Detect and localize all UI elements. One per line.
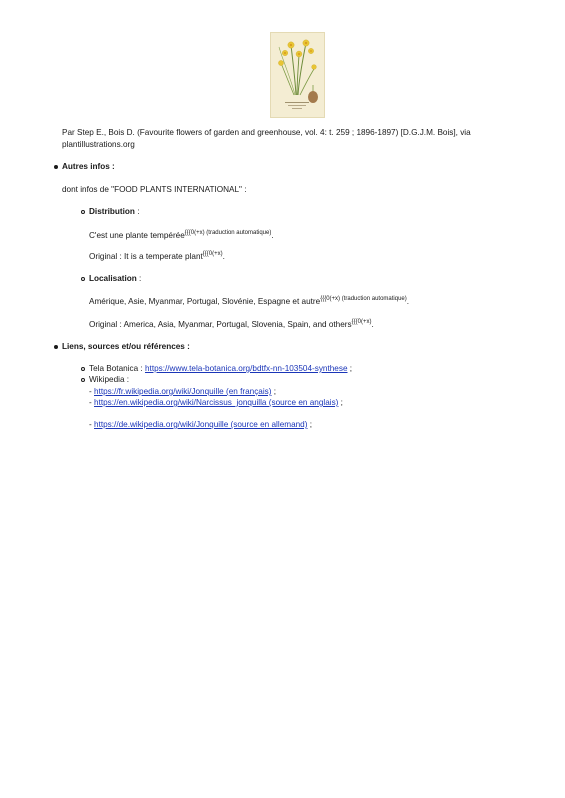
image-caption-line1: Par Step E., Bois D. (Favourite flowers of garden and greenhouse, vol. 4: t. 259 ; 1896-1897) [D.G.J.M. Bois], via [62, 128, 471, 137]
food-plants-intro: dont infos de "FOOD PLANTS INTERNATIONAL" : [62, 185, 247, 194]
distribution-en: Original : It is a temperate plant$^{\{\{\{0(+x)}$. [89, 251, 225, 261]
wiki-de-link[interactable]: https://de.wikipedia.org/wiki/Jonquille (source en allemand) [94, 420, 308, 429]
distribution-fr: C'est une plante tempérée$^{\{\{\{0(+x) (traduction automatique)}$. [89, 230, 274, 240]
wiki-fr-item: - https://fr.wikipedia.org/wiki/Jonquille (en français) ; [89, 387, 277, 396]
localisation-label: Localisation : [89, 274, 142, 283]
localisation-fr: Amérique, Asie, Myanmar, Portugal, Slovénie, Espagne et autre$^{\{\{\{0(+x) (traduction automatique)}$. [89, 296, 410, 306]
section-heading-liens: Liens, sources et/ou références : [62, 342, 190, 351]
wiki-en-link[interactable]: https://en.wikipedia.org/wiki/Narcissus_jonquilla (source en anglais) [94, 398, 339, 407]
distribution-label: Distribution : [89, 207, 140, 216]
bullet-circle [81, 277, 85, 281]
section-heading-autres-infos: Autres infos : [62, 162, 115, 171]
bullet-disc [54, 165, 58, 169]
wiki-en-item: - https://en.wikipedia.org/wiki/Narcissus_jonquilla (source en anglais) ; [89, 398, 343, 407]
image-caption-line2: plantillustrations.org [62, 140, 135, 149]
tela-botanica-item: Tela Botanica : https://www.tela-botanica.org/bdtfx-nn-103504-synthese ; [89, 364, 353, 373]
bullet-circle [81, 378, 85, 382]
botanical-illustration [270, 32, 325, 118]
wiki-fr-link[interactable]: https://fr.wikipedia.org/wiki/Jonquille (en français) [94, 387, 272, 396]
wiki-de-item: - https://de.wikipedia.org/wiki/Jonquille (source en allemand) ; [89, 420, 313, 429]
wikipedia-label: Wikipedia : [89, 375, 130, 384]
bullet-disc [54, 345, 58, 349]
bullet-circle [81, 210, 85, 214]
jonquil-drawing [271, 33, 324, 117]
localisation-en: Original : America, Asia, Myanmar, Portugal, Slovenia, Spain, and others$^{\{\{\{0(+x)}$. [89, 319, 374, 329]
bullet-circle [81, 367, 85, 371]
tela-botanica-link[interactable]: https://www.tela-botanica.org/bdtfx-nn-103504-synthese [144, 364, 348, 373]
